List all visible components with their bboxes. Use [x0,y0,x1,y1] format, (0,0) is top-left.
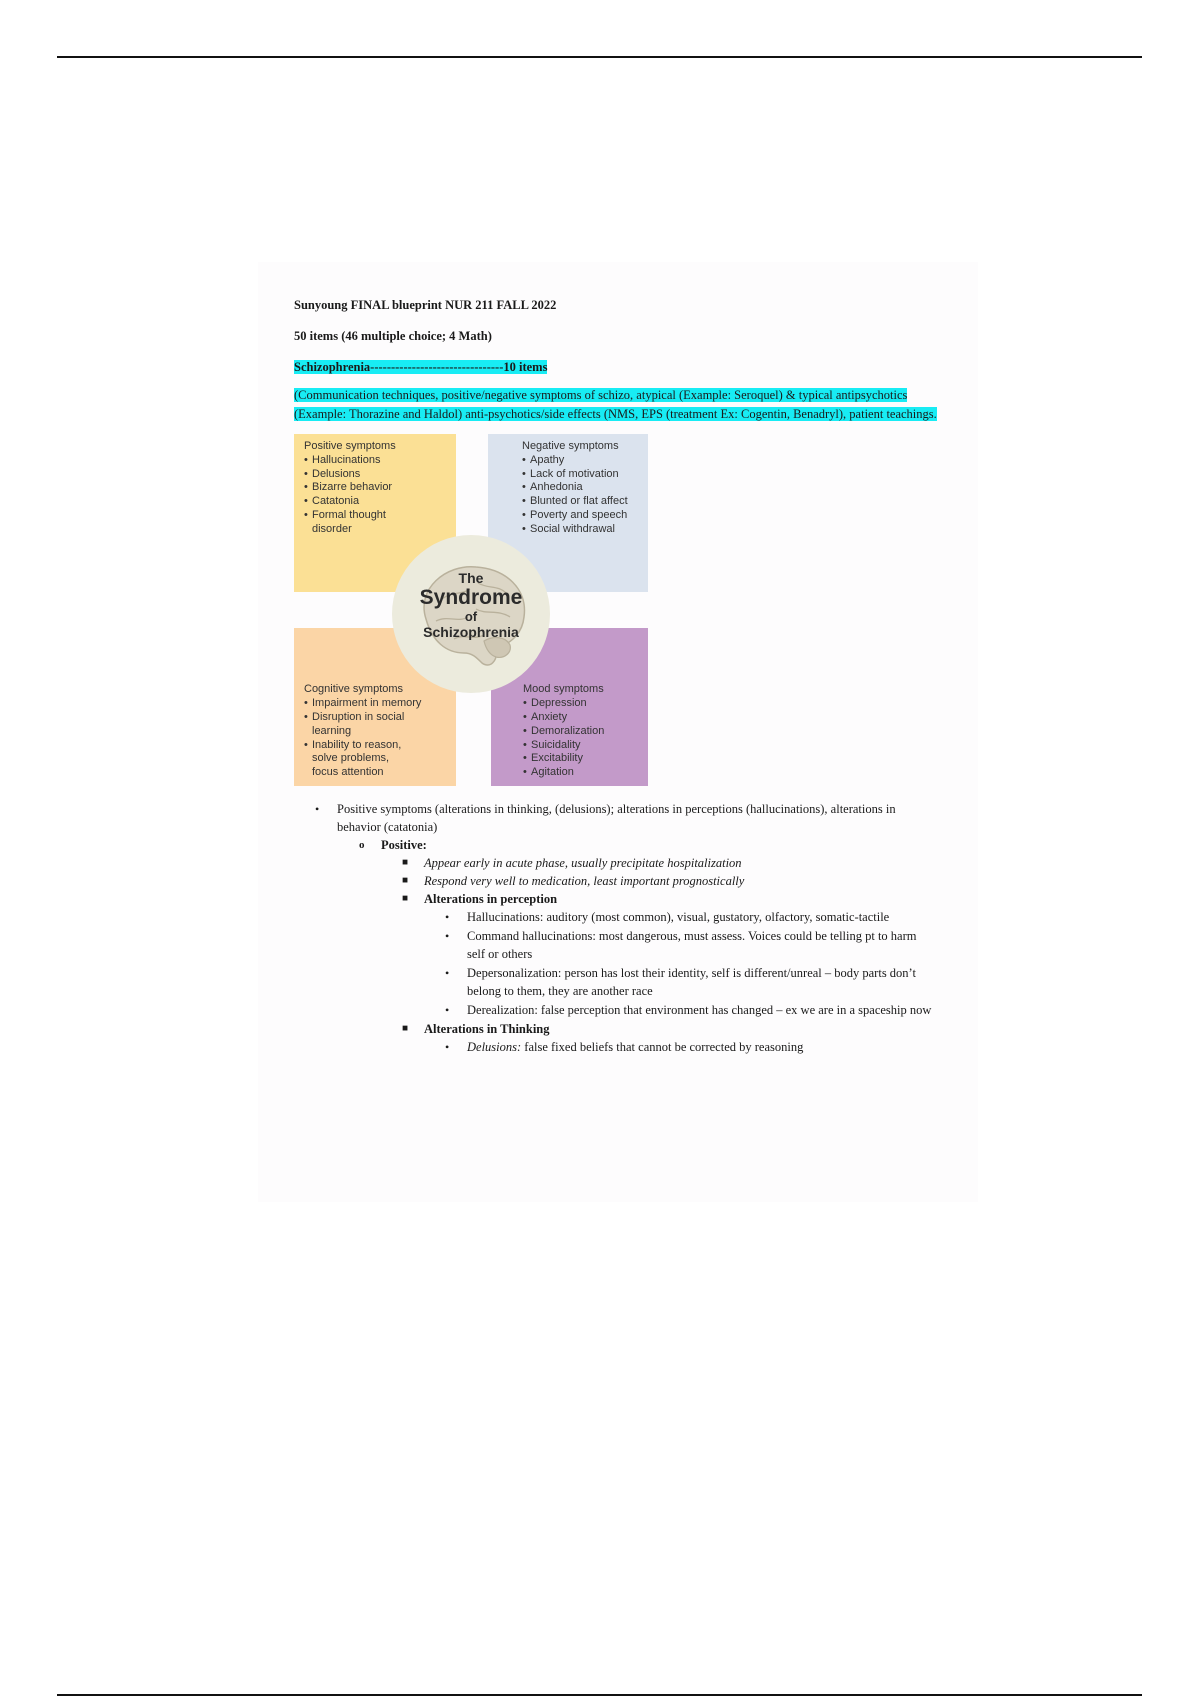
list-item: • Catatonia [304,495,407,509]
list-item: • Formal thought disorder [304,509,407,537]
list-item: • Anxiety [523,711,604,725]
list-item: • Inability to reason, solve problems, focus attention [304,739,412,780]
cognitive-symptoms-title: Cognitive symptoms [304,683,404,696]
list-item: • Bizarre behavior [304,481,407,495]
section-heading: Schizophrenia--------------------------------10 items [294,360,548,374]
list-item: ■ Alterations in perception [402,892,558,906]
list-item: • Apathy [522,454,628,468]
list-item: • Social withdrawal [522,523,628,537]
section-topics: (Communication techniques, positive/negative symptoms of schizo, atypical (Example: Seroquel) & typical antipsychotics (Example: Thorazine and Haldol) anti-psychotics/side effects (NMS, EPS (treatment Ex: Cogentin, Benadryl), patient teachings. [294,388,937,421]
item-count: 50 items (46 multiple choice; 4 Math) [294,329,492,343]
list-item: • Poverty and speech [522,509,628,523]
list-item: • Anhedonia [522,481,628,495]
list-item: • Demoralization [523,725,604,739]
list-item: • Command hallucinations: most dangerous, must assess. Voices could be telling pt to harm self or others [445,929,917,961]
syndrome-center-circle [392,535,550,693]
list-item: • Depression [523,697,604,711]
mood-symptoms-title: Mood symptoms [523,683,604,696]
list-item: • Suicidality [523,739,604,753]
list-item: o Positive: [359,838,427,852]
list-item: • Lack of motivation [522,468,628,482]
list-item: • Excitability [523,752,604,766]
list-item: ■ Appear early in acute phase, usually precipitate hospitalization [402,856,742,870]
list-item: • Hallucinations [304,454,407,468]
negative-symptoms-title: Negative symptoms [522,440,619,452]
list-item: • Hallucinations: auditory (most common), visual, gustatory, olfactory, somatic-tactile [445,910,890,924]
list-item: • Derealization: false perception that environment has changed – ex we are in a spaceship now [445,1003,932,1017]
list-item: ■ Alterations in Thinking [402,1022,550,1036]
list-item: • Blunted or flat affect [522,495,628,509]
notes-outline [294,800,944,1056]
positive-symptoms-title: Positive symptoms [304,440,396,452]
center-title: The Syndrome of Schizophrenia [419,570,523,640]
top-rule [57,56,1142,58]
list-item: ■ Respond very well to medication, least important prognostically [402,874,745,888]
list-item: • Impairment in memory [304,697,421,711]
doc-title: Sunyoung FINAL blueprint NUR 211 FALL 2022 [294,298,557,312]
list-item: • Delusions [304,468,407,482]
list-item: • Depersonalization: person has lost their identity, self is different/unreal – body parts don’t belong to them, they are another race [445,966,916,998]
list-item: • Delusions: false fixed beliefs that cannot be corrected by reasoning [445,1040,804,1054]
list-item: • Agitation [523,766,604,780]
list-item: • Disruption in social learning [304,711,412,739]
list-item: • Positive symptoms (alterations in thinking, (delusions); alterations in perceptions (hallucinations), alterations in behavior (catatonia) [315,802,896,834]
document-body [294,296,944,1057]
bottom-rule [57,1694,1142,1696]
schizophrenia-syndrome-figure [294,434,654,786]
